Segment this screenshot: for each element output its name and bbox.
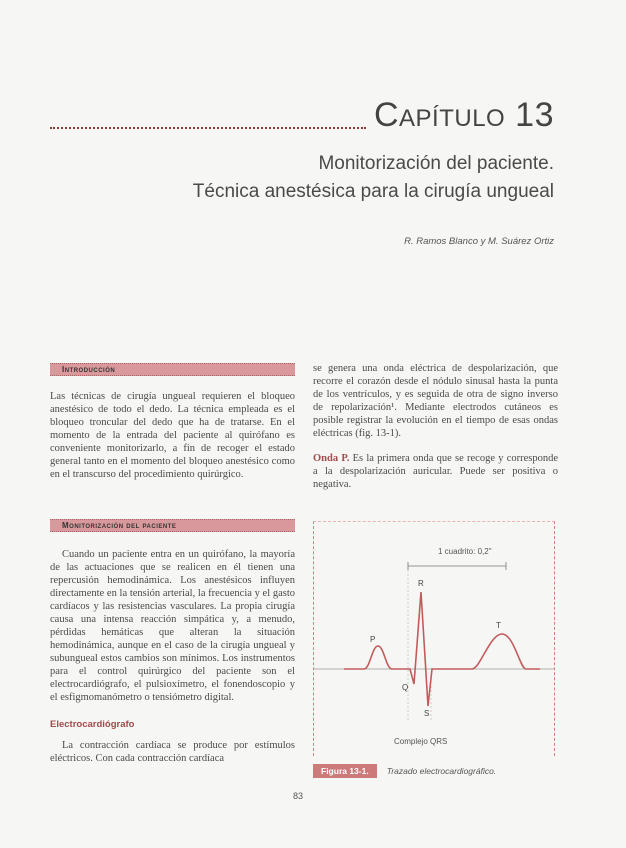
monitor-heading [50, 519, 295, 532]
subtitle-line-2: Técnica anestésica para la cirugía ungueal [192, 181, 554, 202]
monitor-heading-text: Monitorización del paciente [62, 521, 177, 530]
subtitle-line-1: Monitorización del paciente. [318, 153, 554, 174]
chapter-subtitle [74, 150, 554, 206]
left-column [50, 363, 295, 765]
figure-caption-text: Trazado electrocardiográfico. [386, 766, 497, 776]
wave-label-p: P [370, 635, 376, 644]
ecg-waveform [344, 592, 540, 706]
figure-label: Figura 13-1. [313, 764, 377, 778]
chapter-number: 13 [515, 96, 554, 134]
page-number: 83 [293, 791, 304, 801]
intro-heading-text: Introducción [62, 365, 116, 374]
complex-label: Complejo QRS [394, 737, 448, 746]
ecg-heading: Electrocardiógrafo [50, 719, 135, 730]
wave-label-s: S [424, 709, 430, 718]
onda-p-paragraph [313, 452, 558, 491]
right-paragraph-1: se genera una onda eléctrica de despolarización, que recorre el corazón desde el nódulo sinusal hasta la punta de los ventrículos, y es seguida de otra de signo inverso de repolarización¹. Mediante electrodos cutáneos es posible registrar la evolución en el tiempo de esas ondas eléctricas (fig. 13-1). [313, 363, 558, 439]
ecg-trace-svg [314, 522, 554, 756]
figure-caption [313, 764, 558, 778]
chapter-word: Capítulo [373, 96, 506, 134]
interval-label: 1 cuadrito: 0,2" [438, 547, 492, 556]
onda-p-label: Onda P. [313, 453, 350, 464]
wave-label-r: R [418, 579, 424, 588]
authors: R. Ramos Blanco y M. Suárez Ortiz [404, 236, 554, 247]
intro-heading [50, 363, 295, 376]
right-column [313, 362, 558, 491]
ecg-paragraph: La contracción cardíaca se produce por estímulos eléctricos. Con cada contracción cardíaca [50, 740, 295, 764]
chapter-title [374, 96, 554, 135]
onda-p-text: Es la primera onda que se recoge y corresponde a la despolarización auricular. Puede ser positiva o negativa. [313, 453, 559, 490]
intro-paragraph: Las técnicas de cirugía ungueal requieren el bloqueo anestésico de todo el dedo. La técnica empleada es el bloqueo troncular del dedo que ha de tratarse. En el momento de la entrada del paciente al quirófano es conveniente monitorizarlo, a fin de recoger el estado general tanto en el momento del bloqueo anestésico como en el transcurso del procedimiento quirúrgico. [50, 391, 295, 480]
wave-label-t: T [496, 621, 501, 630]
wave-label-q: Q [402, 683, 409, 692]
monitor-paragraph: Cuando un paciente entra en un quirófano, la mayoría de las actuaciones que se realicen en él tienen una repercusión hemodinámica. Los anestésicos influyen directamente en la tensión arterial, la frecuencia y el gasto cardíacos y las resistencias vasculares. La propia cirugía causa una intensa reacción simpática y, a menudo, pérdidas hemáticas que alteran la situación hemodinámica, aunque en el caso de la cirugía ungueal y subungueal estos cambios son mínimos. Los instrumentos para el control quirúrgico del paciente son el electrocardiógrafo, el pulsioxímetro, el fonendoscopio y el esfigmomanómetro o tensiómetro digital. [50, 549, 295, 703]
ecg-figure [313, 521, 555, 756]
chapter-rule [50, 127, 366, 129]
